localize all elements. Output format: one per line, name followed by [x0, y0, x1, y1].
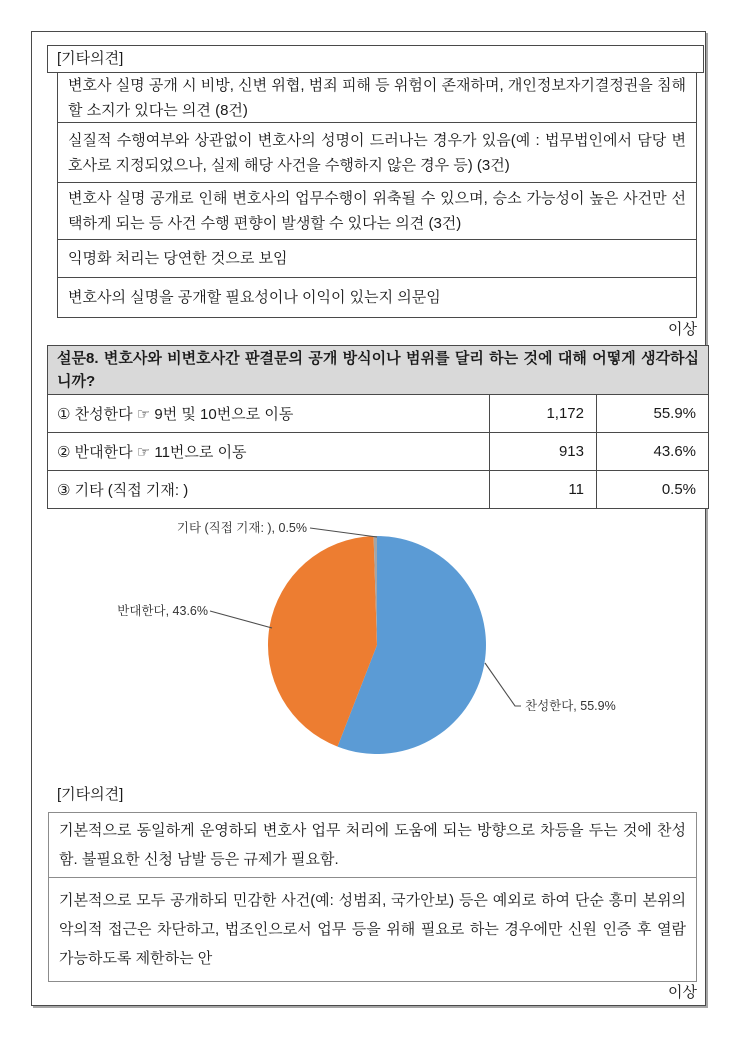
table-row	[58, 183, 696, 240]
percent-cell: 43.6%	[597, 433, 709, 471]
pie-label-oppose: 반대한다, 43.6%	[117, 604, 208, 618]
option-cell: ① 찬성한다 ☞ 9번 및 10번으로 이동	[48, 395, 490, 433]
count-cell: 913	[490, 433, 597, 471]
table-row	[48, 346, 709, 395]
opinion-text: 실질적 수행여부와 상관없이 변호사의 성명이 드러나는 경우가 있음(예 : 법무법인에서 담당 변호사로 지정되었으나, 실제 해당 사건을 수행하지 않은 경우 등) (3건)	[68, 131, 686, 174]
end-marker: 이상	[668, 321, 697, 338]
option-cell: ② 반대한다 ☞ 11번으로 이동	[48, 433, 490, 471]
leader-line-agree	[485, 663, 521, 706]
opinion-text: 익명화 처리는 당연한 것으로 보임	[68, 250, 288, 267]
table-row	[58, 278, 696, 317]
pie-label-other: 기타 (직접 기재: ), 0.5%	[176, 521, 307, 535]
other-opinions-bottom-table	[48, 812, 697, 982]
table-row	[58, 123, 696, 183]
pie-chart-plot	[268, 536, 486, 754]
other-opinions-top-title: [기타의견]	[47, 45, 704, 73]
percent-cell: 0.5%	[597, 471, 709, 509]
count-cell: 1,172	[490, 395, 597, 433]
pie-chart	[47, 507, 708, 782]
option-cell: ③ 기타 (직접 기재: )	[48, 471, 490, 509]
question-title: 설문8. 변호사와 비변호사간 판결문의 공개 방식이나 범위를 달리 하는 것에 대해 어떻게 생각하십니까?	[48, 346, 709, 395]
table-row	[48, 471, 709, 509]
pie-label-agree: 찬성한다, 55.9%	[525, 699, 616, 713]
leader-line-oppose	[210, 611, 272, 628]
opinion-text: 변호사 실명 공개로 인해 변호사의 업무수행이 위축될 수 있으며, 승소 가능성이 높은 사건만 선택하게 되는 등 사건 수행 편향이 발생할 수 있다는 의견 (3건)	[68, 190, 686, 232]
table-row	[48, 433, 709, 471]
table-row	[48, 395, 709, 433]
percent-cell: 55.9%	[597, 395, 709, 433]
count-cell: 11	[490, 471, 597, 509]
table-row	[49, 813, 696, 878]
survey-question-table	[47, 345, 709, 509]
opinion-text: 기본적으로 동일하게 운영하되 변호사 업무 처리에 도움에 되는 방향으로 차등을 두는 것에 찬성함. 불필요한 신청 남발 등은 규제가 필요함.	[59, 822, 686, 868]
table-row	[49, 878, 696, 981]
other-opinions-top-table	[57, 72, 697, 318]
leader-line-other	[310, 528, 377, 537]
other-opinions-bottom-title: [기타의견]	[57, 786, 124, 803]
table-row	[58, 240, 696, 278]
opinion-text: 변호사의 실명을 공개할 필요성이나 이익이 있는지 의문임	[68, 289, 441, 306]
table-row	[58, 73, 696, 123]
end-marker: 이상	[668, 984, 697, 1001]
opinion-text: 변호사 실명 공개 시 비방, 신변 위협, 범죄 피해 등 위험이 존재하며, 개인정보자기결정권을 침해할 소지가 있다는 의견 (8건)	[68, 76, 686, 119]
opinion-text: 기본적으로 모두 공개하되 민감한 사건(예: 성범죄, 국가안보) 등은 예외로 하여 단순 흥미 본위의 악의적 접근은 차단하고, 법조인으로서 업무 등을 위해 필요로 하는 경우에만 신원 인증 후 열람 가능하도록 제한하는 안	[59, 892, 686, 967]
